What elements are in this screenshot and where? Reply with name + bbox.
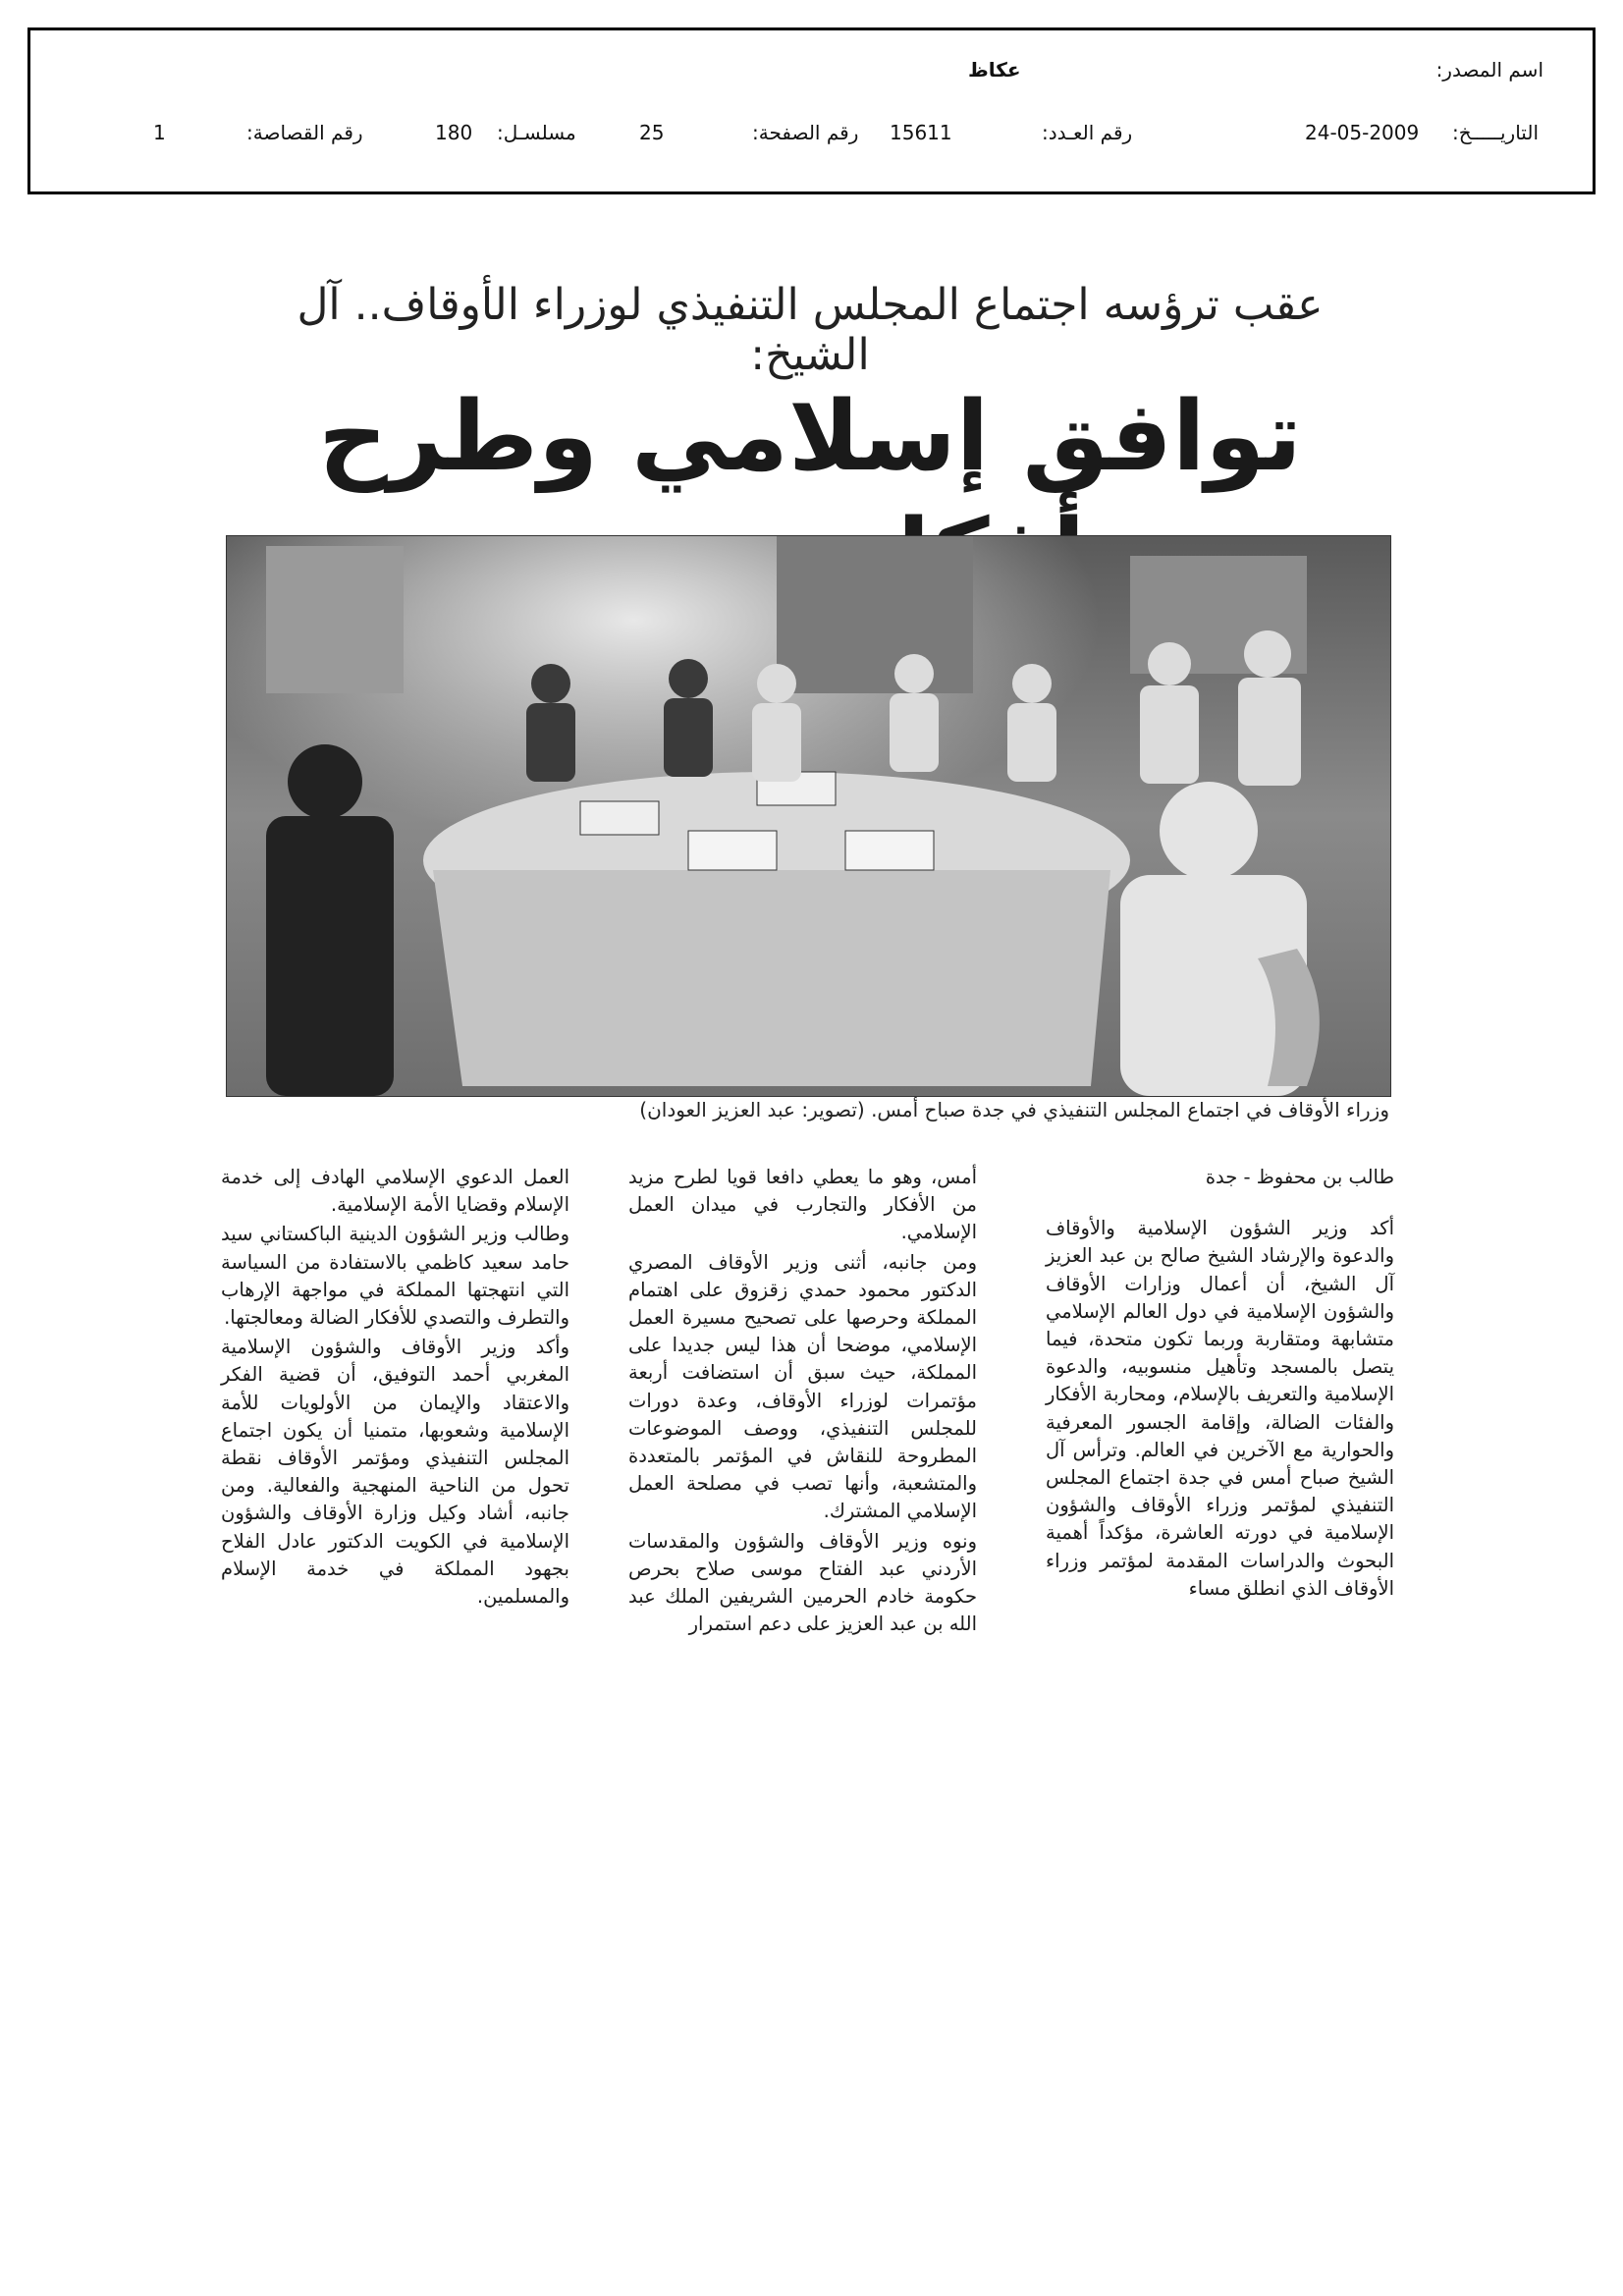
article-column-2 (628, 1164, 977, 1640)
paragraph: وطالب وزير الشؤون الدينية الباكستاني سيد حامد سعيد كاظمي بالاستفادة من السياسة التي انتهجتها المملكة في مواجهة الإرهاب والتطرف والتصدي للأفكار الضالة ومعالجتها. (221, 1223, 569, 1330)
clipping-header-box (27, 27, 1596, 194)
date-value: 24-05-2009 (1305, 121, 1420, 144)
paragraph: ونوه وزير الأوقاف والشؤون والمقدسات الأردني عبد الفتاح موسى صلاح بحرص حكومة خادم الحرمين الشريفين الملك عبد الله بن عبد العزيز على دعم استمرار (628, 1529, 977, 1636)
clip-value: 1 (153, 121, 166, 144)
meeting-photo (226, 535, 1391, 1097)
page-value: 25 (639, 121, 665, 144)
source-value: عكاظ (968, 58, 1021, 82)
issue-label: رقم العـدد: (1042, 121, 1133, 144)
paragraph: ومن جانبه، أثنى وزير الأوقاف المصري الدكتور محمود حمدي زقزوق على اهتمام المملكة وحرصها على تصحيح مسيرة العمل الإسلامي، موضحا أن هذا ليس جديدا على المملكة، حيث سبق أن استضافت أربعة مؤتمرات لوزراء الأوقاف، وعدة دورات للمجلس التنفيذي، ووصف الموضوعات المطروحة للنقاش في المؤتمر بالمتعددة والمتشعبة، وأنها تصب في مصلحة العمل الإسلامي المشترك. (628, 1250, 977, 1523)
source-label: اسم المصدر: (1435, 58, 1543, 82)
clip-label: رقم القصاصة: (246, 121, 363, 144)
paragraph: أمس، وهو ما يعطي دافعا قويا لطرح مزيد من الأفكار والتجارب في ميدان العمل الإسلامي. (628, 1166, 977, 1244)
article-column-1 (1046, 1164, 1394, 1605)
article-subheadline: عقب ترؤسه اجتماع المجلس التنفيذي لوزراء الأوقاف.. آل الشيخ: (297, 280, 1324, 380)
issue-value: 15611 (890, 121, 952, 144)
paragraph: أكد وزير الشؤون الإسلامية والأوقاف والدعوة والإرشاد الشيخ صالح بن عبد العزيز آل الشيخ، أن أعمال وزارات الأوقاف والشؤون الإسلامية في دول العالم الإسلامي متشابهة ومتقاربة وربما تكون متحدة، فيما يتصل بالمسجد وتأهيل منسوبيه، والدعوة الإسلامية والتعريف بالإسلام، ومحاربة الأفكار والفئات الضالة، وإقامة الجسور المعرفية والحوارية مع الآخرين في العالم. وترأس آل الشيخ صباح أمس في جدة اجتماع المجلس التنفيذي لمؤتمر وزراء الأوقاف والشؤون الإسلامية في دورته العاشرة، مؤكداً أهمية البحوث والدراسات المقدمة لمؤتمر وزراء الأوقاف الذي انطلق مساء (1046, 1217, 1394, 1600)
article-column-3 (221, 1164, 569, 1613)
serial-label: مسلسـل: (497, 121, 576, 144)
paragraph: العمل الدعوي الإسلامي الهادف إلى خدمة الإسلام وقضايا الأمة الإسلامية. (221, 1166, 569, 1217)
article-headline: توافق إسلامي وطرح (318, 381, 1302, 493)
date-label: التاريـــــخ: (1452, 121, 1539, 144)
article-byline: طالب بن محفوظ - جدة (1205, 1166, 1394, 1188)
photo-caption: وزراء الأوقاف في اجتماع المجلس التنفيذي في جدة صباح أمس. (تصوير: عبد العزيز العودان) (639, 1098, 1389, 1121)
page-label: رقم الصفحة: (752, 121, 859, 144)
paragraph: وأكد وزير الأوقاف والشؤون الإسلامية المغربي أحمد التوفيق، أن قضية الفكر والاعتقاد والإيمان من الأولويات للأمة الإسلامية وشعوبها، متمنيا أن يكون اجتماع المجلس التنفيذي ومؤتمر الأوقاف نقطة تحول من الناحية المنهجية والفعالية. ومن جانبه، أشاد وكيل وزارة الأوقاف والشؤون الإسلامية في الكويت الدكتور عادل الفلاح بجهود المملكة في خدمة الإسلام والمسلمين. (221, 1336, 569, 1609)
serial-value: 180 (435, 121, 473, 144)
